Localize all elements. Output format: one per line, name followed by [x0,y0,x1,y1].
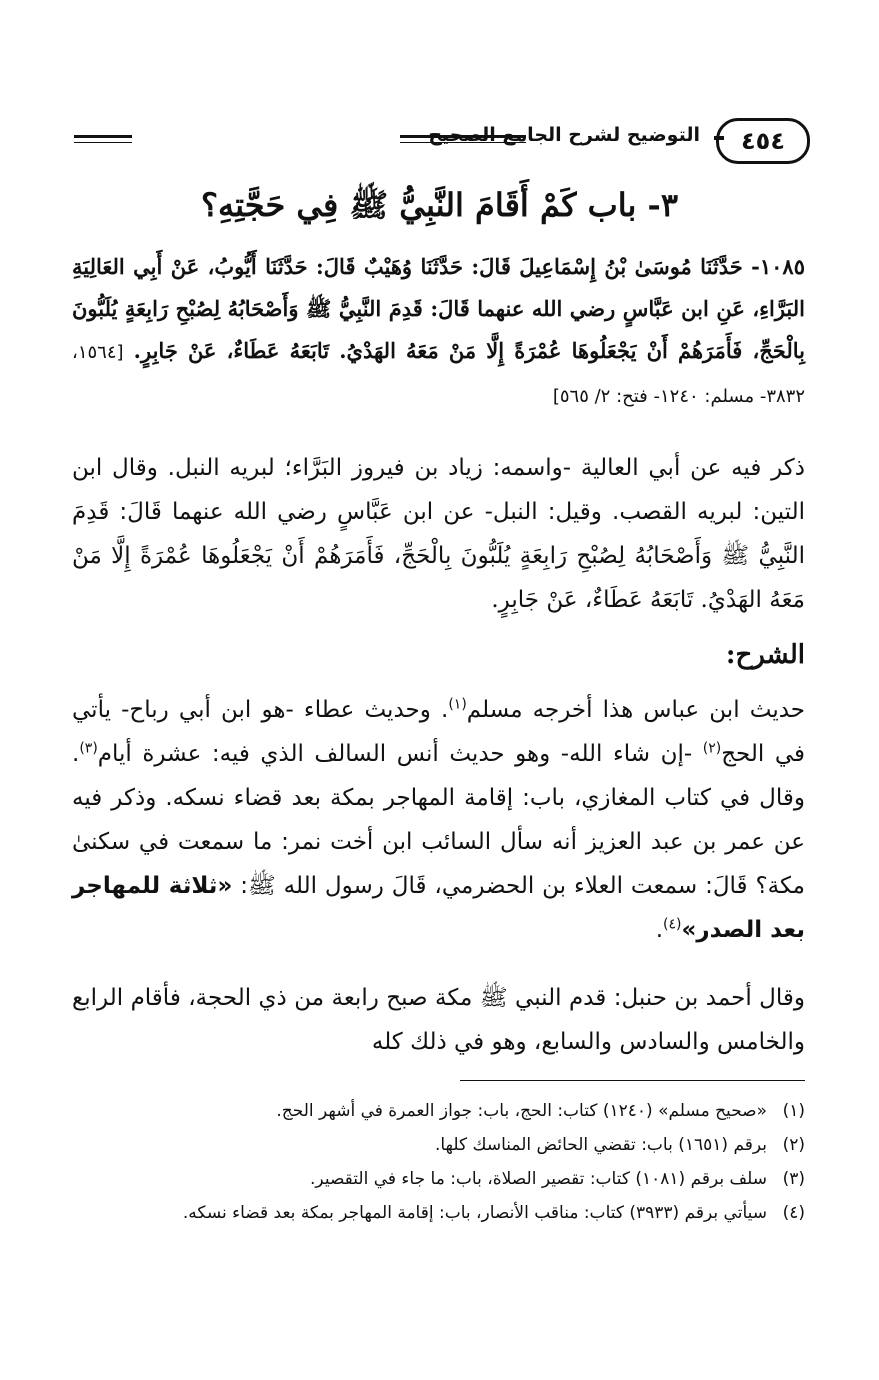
sharh-text: . وحديث عطاء -هو ابن أبي رباح- يأتي في الحج [72,697,805,767]
hadith-text [72,246,805,418]
footnote-number: (٢) [782,1135,805,1155]
footnote-marker[interactable]: (٤) [663,916,682,933]
sharh-text: حديث ابن عباس هذا أخرجه مسلم [466,697,806,723]
running-header [70,118,810,162]
intro-paragraph [72,446,805,622]
footnote-text: سلف برقم (١٠٨١) كتاب: تقصير الصلاة، باب: ما جاء في التقصير. [310,1169,767,1189]
footnote-item [72,1162,805,1196]
sharh-text: . وقال في كتاب المغازي، باب: إقامة المهاجر بمكة بعد قضاء نسكه. وذكر فيه عن عمر بن عبد العزيز أنه سأل السائب ابن أخت نمر: ما سمعت في سكنىٰ مكة؟ قَالَ: سمعت العلاء بن الحضرمي، قَالَ رسول الله ﷺ: [72,741,805,899]
hadith-reference: [١٥٦٤، ٣٨٣٢- مسلم: ١٢٤٠- فتح: ٢/ ٥٦٥] [72,342,805,407]
footnote-text: برقم (١٦٥١) باب: تقضي الحائض المناسك كلها. [434,1135,767,1155]
footnote-number: (٣) [782,1169,805,1189]
chapter-title: ٣- باب كَمْ أَقَامَ النَّبِيُّ ﷺ فِي حَجَّتِهِ؟ [201,186,678,224]
footnote-rule [460,1080,805,1081]
footnote-item [72,1128,805,1162]
footnote-text: سيأتي برقم (٣٩٣٣) كتاب: مناقب الأنصار، باب: إقامة المهاجر بمكة بعد قضاء نسكه. [182,1203,767,1223]
footnote-number: (٤) [782,1203,805,1223]
sharh-paragraph-1 [72,688,805,952]
footnotes [72,1094,805,1230]
footnote-marker[interactable]: (١) [448,696,467,713]
sharh-heading: الشرح: [725,640,805,670]
running-title: التوضيح لشرح الجامع الصحيح [428,124,700,146]
hadith-body: ١٠٨٥- حَدَّثَنَا مُوسَىٰ بْنُ إِسْمَاعِيلَ قَالَ: حَدَّثَنَا وُهَيْبٌ قَالَ: حَدَّثَنَا أَيُّوبُ، عَنْ أَبِي العَالِيَةِ البَرَّاءِ، عَنِ ابن عَبَّاسٍ رضي الله عنهما قَالَ: قَدِمَ النَّبِيُّ ﷺ وَأَصْحَابُهُ لِصُبْحِ رَابِعَةٍ يُلَبُّونَ بِالْحَجِّ، فَأَمَرَهُمْ أَنْ يَجْعَلُوهَا عُمْرَةً إِلَّا مَنْ مَعَهُ الهَدْيُ. تَابَعَهُ عَطَاءٌ، عَنْ جَابِرٍ. [72,254,805,363]
footnote-number: (١) [782,1101,805,1121]
footnote-item [72,1196,805,1230]
sharh-text: -إن شاء الله- وهو حديث أنس السالف الذي فيه: عشرة أيام [97,741,703,767]
prophetic-quote: «ثلاثة للمهاجر بعد الصدر» [72,873,805,943]
intro-text: ذكر فيه عن أبي العالية -واسمه: زياد بن فيروز البَرَّاء؛ لبريه النبل. وقال ابن التين: لبريه القصب. وقيل: النبل- عن ابن عَبَّاسٍ رضي الله عنهما قَالَ: [72,455,805,525]
footnote-marker[interactable]: (٢) [702,740,722,757]
footnote-item [72,1094,805,1128]
header-rule [74,142,132,143]
page-number: ٤٥٤ [716,118,810,164]
intro-quote: قَدِمَ النَّبِيُّ ﷺ وَأَصْحَابُهُ لِصُبْحِ رَابِعَةٍ يُلَبُّونَ بِالْحَجِّ، فَأَمَرَهُمْ أَنْ يَجْعَلُوهَا عُمْرَةً إِلَّا مَنْ مَعَهُ الهَدْيُ. تَابَعَهُ عَطَاءٌ، عَنْ جَابِرٍ. [72,499,805,613]
sharh-paragraph-2: وقال أحمد بن حنبل: قدم النبي ﷺ مكة صبح رابعة من ذي الحجة، فأقام الرابع والخامس والسادس والسابع، وهو في ذلك كله [72,985,805,1055]
footnote-text: «صحيح مسلم» (١٢٤٠) كتاب: الحج، باب: جواز العمرة في أشهر الحج. [276,1101,767,1121]
header-rule [74,135,132,138]
sharh-text: . [655,917,664,943]
footnote-marker[interactable]: (٣) [79,740,98,757]
